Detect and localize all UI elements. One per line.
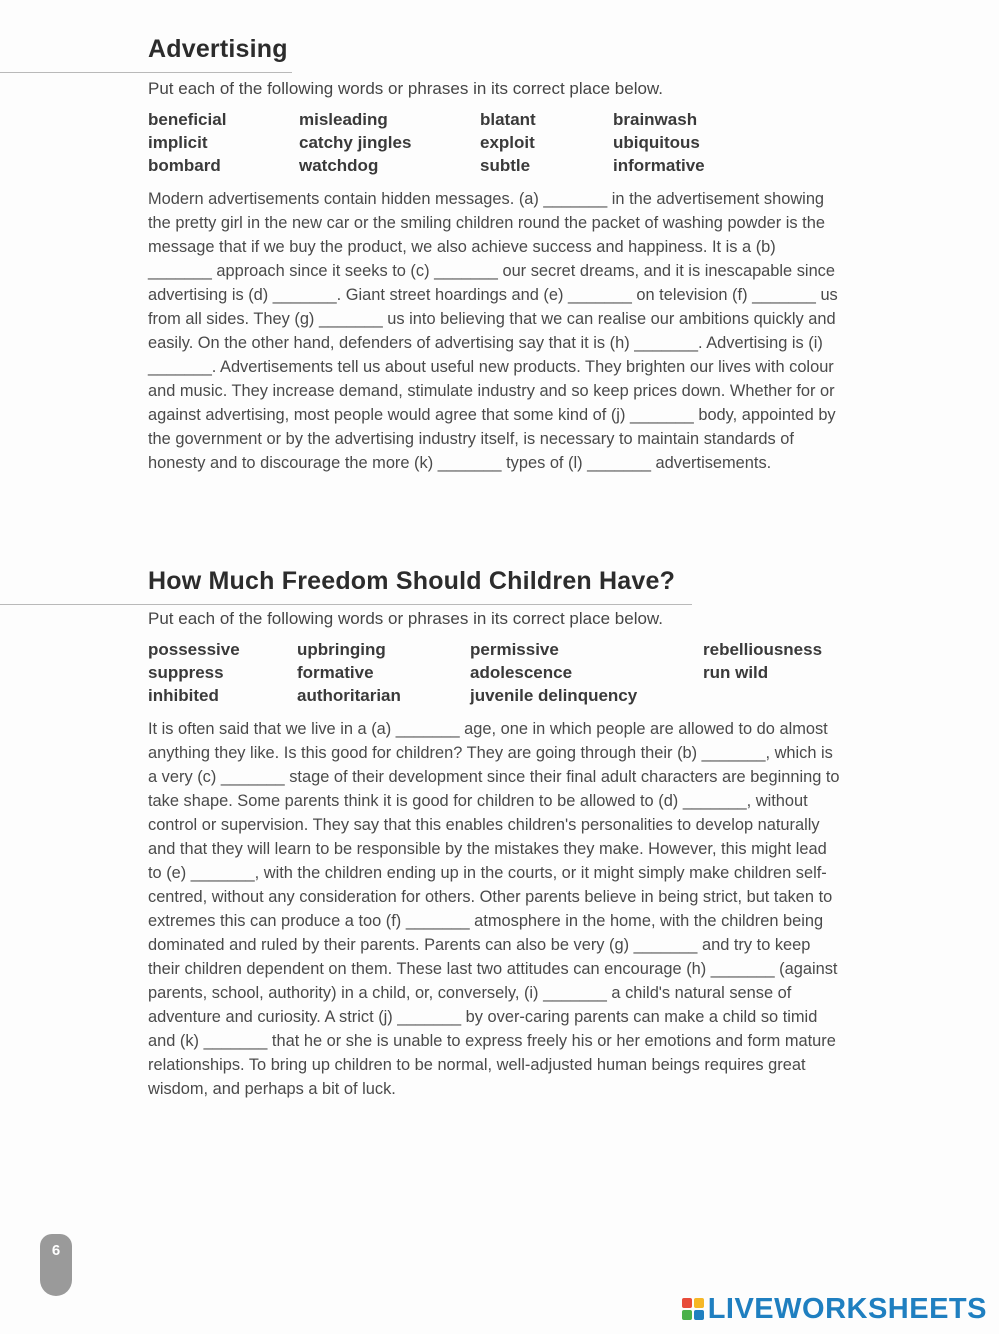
- liveworksheets-brand: [682, 1292, 987, 1326]
- word-bank-item: implicit: [148, 133, 208, 152]
- word-bank-item: exploit: [480, 133, 535, 152]
- liveworksheets-logo-icon: [682, 1298, 704, 1320]
- passage-text: It is often said that we live in a (a) _______ age, one in which people are allowed to do almost anything they like. Is this good for children? They are going through their (b) _______, which is a very (c) _______ stage of their development since their final adult characters are beginning to take shape. Some parents think it is good for children to be allowed to (d) _______, without control or supervision. They say that this enables children's personalities to develop naturally and that they will learn to be responsible by the mistakes they make. However, this might lead to (e) _______, with the children ending up in the courts, or it might simply make children self-centred, without any consideration for others. Other parents believe in being strict, but taken to extremes this can produce a too (f) _______ atmosphere in the home, with the children being dominated and ruled by their parents. Parents can also be very (g) _______ and try to keep their children dependent on them. These last two attitudes can encourage (h) _______ (against parents, school, authority) in a child, or, conversely, (i) _______ a child's natural sense of adventure and curiosity. A strict (j) _______ by over-caring parents can make a child so timid and (k) _______ that he or she is unable to express freely his or her emotions and form mature relationships. To bring up children to be normal, well-adjusted human beings requires great wisdom, and perhaps a bit of luck.: [148, 720, 840, 1098]
- word-bank-item: formative: [297, 663, 374, 682]
- word-bank-item: authoritarian: [297, 686, 401, 705]
- word-bank-item: upbringing: [297, 640, 386, 659]
- word-bank-item: ubiquitous: [613, 133, 700, 152]
- brand-name: LIVEWORKSHEETS: [707, 1292, 987, 1325]
- word-bank-item: blatant: [480, 110, 536, 129]
- section-instruction: Put each of the following words or phrases in its correct place below.: [148, 79, 663, 98]
- word-bank-item: brainwash: [613, 110, 698, 129]
- logo-square-red: [682, 1298, 692, 1308]
- passage-text: Modern advertisements contain hidden messages. (a) _______ in the advertisement showing the pretty girl in the new car or the smiling children round the packet of washing powder is the message that if we buy the product, we also achieve success and happiness. It is a (b) _______ approach since it seeks to (c) _______ our secret dreams, and it is inescapable since advertising is (d) _______. Giant street hoardings and (e) _______ on television (f) _______ us from all sides. They (g) _______ us into believing that we can realise our ambitions quickly and easily. On the other hand, defenders of advertising say that it is (h) _______. Advertising is (i) _______. Advertisements tell us about useful new products. They brighten our lives with colour and music. They increase demand, stimulate industry and so keep prices down. Whether for or against advertising, most people would agree that some kind of (j) _______ body, appointed by the government or by the advertising industry itself, is necessary to maintain standards of honesty and to discourage the more (k) _______ types of (l) _______ advertisements.: [148, 190, 838, 472]
- word-bank-item: permissive: [470, 640, 559, 659]
- word-bank-item: rebelliousness: [703, 640, 823, 659]
- word-bank-item: run wild: [703, 663, 769, 682]
- word-bank-item: inhibited: [148, 686, 219, 705]
- word-bank-item: suppress: [148, 663, 224, 682]
- word-bank-item: watchdog: [299, 156, 379, 175]
- word-bank-item: informative: [613, 156, 705, 175]
- word-bank-item: juvenile delinquency: [470, 686, 638, 705]
- word-bank-item: bombard: [148, 156, 221, 175]
- section-advertising: [148, 30, 848, 475]
- page-number: 6: [51, 1242, 61, 1259]
- word-bank-item: subtle: [480, 156, 531, 175]
- word-bank-item: adolescence: [470, 663, 573, 682]
- section-title: Advertising: [148, 35, 288, 63]
- section-children-freedom: [148, 562, 848, 1101]
- word-bank-item: beneficial: [148, 110, 227, 129]
- word-bank: [148, 638, 848, 707]
- logo-square-yellow: [694, 1298, 704, 1308]
- section-title: How Much Freedom Should Children Have?: [148, 567, 676, 595]
- word-bank-item: possessive: [148, 640, 240, 659]
- section-instruction: Put each of the following words or phrases in its correct place below.: [148, 609, 663, 628]
- word-bank-item: catchy jingles: [299, 133, 412, 152]
- page-number-tab: [40, 1234, 72, 1296]
- word-bank: [148, 108, 848, 177]
- word-bank-item: [703, 684, 863, 707]
- word-bank-item: misleading: [299, 110, 388, 129]
- logo-square-blue: [694, 1310, 704, 1320]
- logo-square-green: [682, 1310, 692, 1320]
